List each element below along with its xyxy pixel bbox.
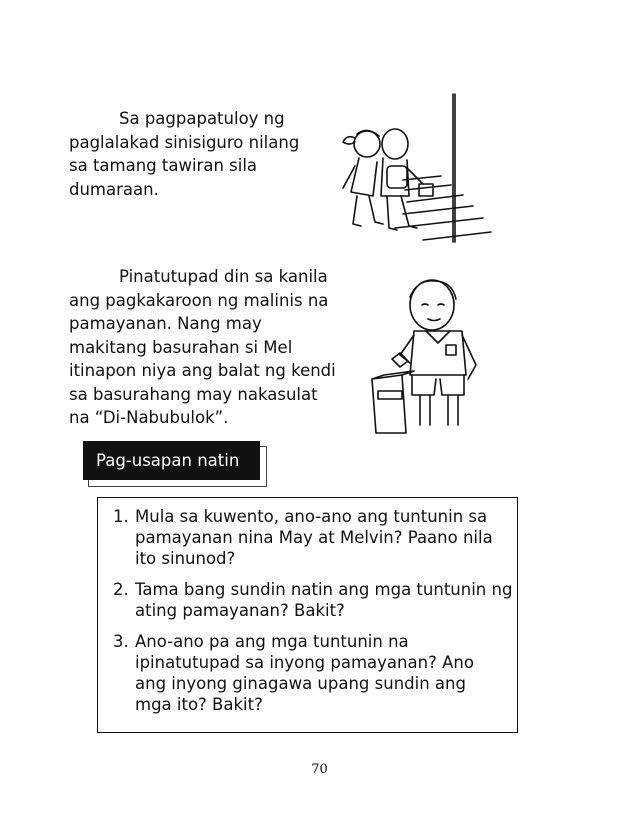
- story-paragraph-1: [69, 107, 319, 201]
- question-line: Tama bang sundin natin ang mga tuntunin ng: [135, 580, 513, 599]
- paragraph-line: sa basurahang may nakasulat: [69, 384, 318, 404]
- question-line: Mula sa kuwento, ano-ano ang tuntunin sa: [135, 507, 488, 526]
- paragraph-line: ang pagkakaroon ng malinis na: [69, 290, 329, 310]
- section-heading: [83, 441, 265, 485]
- boy-throwing-trash-illustration: [370, 275, 520, 435]
- paragraph-line: Pinatutupad din sa kanila: [119, 267, 328, 286]
- paragraph-line: makitang basurahan si Mel: [69, 337, 293, 357]
- paragraph-line: dumaraan.: [69, 179, 159, 199]
- question-line: pamayanan nina May at Melvin? Paano nila: [135, 528, 493, 547]
- question-line: ating pamayanan? Bakit?: [135, 601, 345, 620]
- question-line: ito sinunod?: [135, 549, 236, 568]
- discussion-questions-box: [97, 497, 518, 733]
- question-line: Ano-ano pa ang mga tuntunin na: [135, 632, 409, 651]
- question-number: 2.: [113, 580, 129, 599]
- question-line: ang inyong ginagawa upang sundin ang: [135, 674, 466, 693]
- paragraph-line: pamayanan. Nang may: [69, 314, 262, 333]
- question-line: mga ito? Bakit?: [135, 695, 263, 714]
- question-item: [113, 579, 513, 621]
- question-number: 3.: [113, 632, 129, 651]
- question-item: [113, 631, 513, 715]
- section-heading-label: Pag-usapan natin: [83, 441, 260, 480]
- paragraph-line: itinapon niya ang balat ng kendi: [69, 361, 336, 380]
- paragraph-line: Sa pagpapatuloy ng: [119, 109, 285, 128]
- question-list: [113, 506, 513, 725]
- page-number: 70: [311, 762, 328, 777]
- children-crossing-street-illustration: [333, 92, 493, 247]
- question-line: ipinatutupad sa inyong pamayanan? Ano: [135, 653, 474, 672]
- paragraph-line: sa tamang tawiran sila: [69, 156, 258, 175]
- question-number: 1.: [113, 507, 129, 526]
- story-paragraph-2: [69, 265, 369, 430]
- question-item: [113, 506, 513, 569]
- paragraph-line: na “Di-Nabubulok”.: [69, 408, 229, 427]
- paragraph-line: paglalakad sinisiguro nilang: [69, 132, 300, 152]
